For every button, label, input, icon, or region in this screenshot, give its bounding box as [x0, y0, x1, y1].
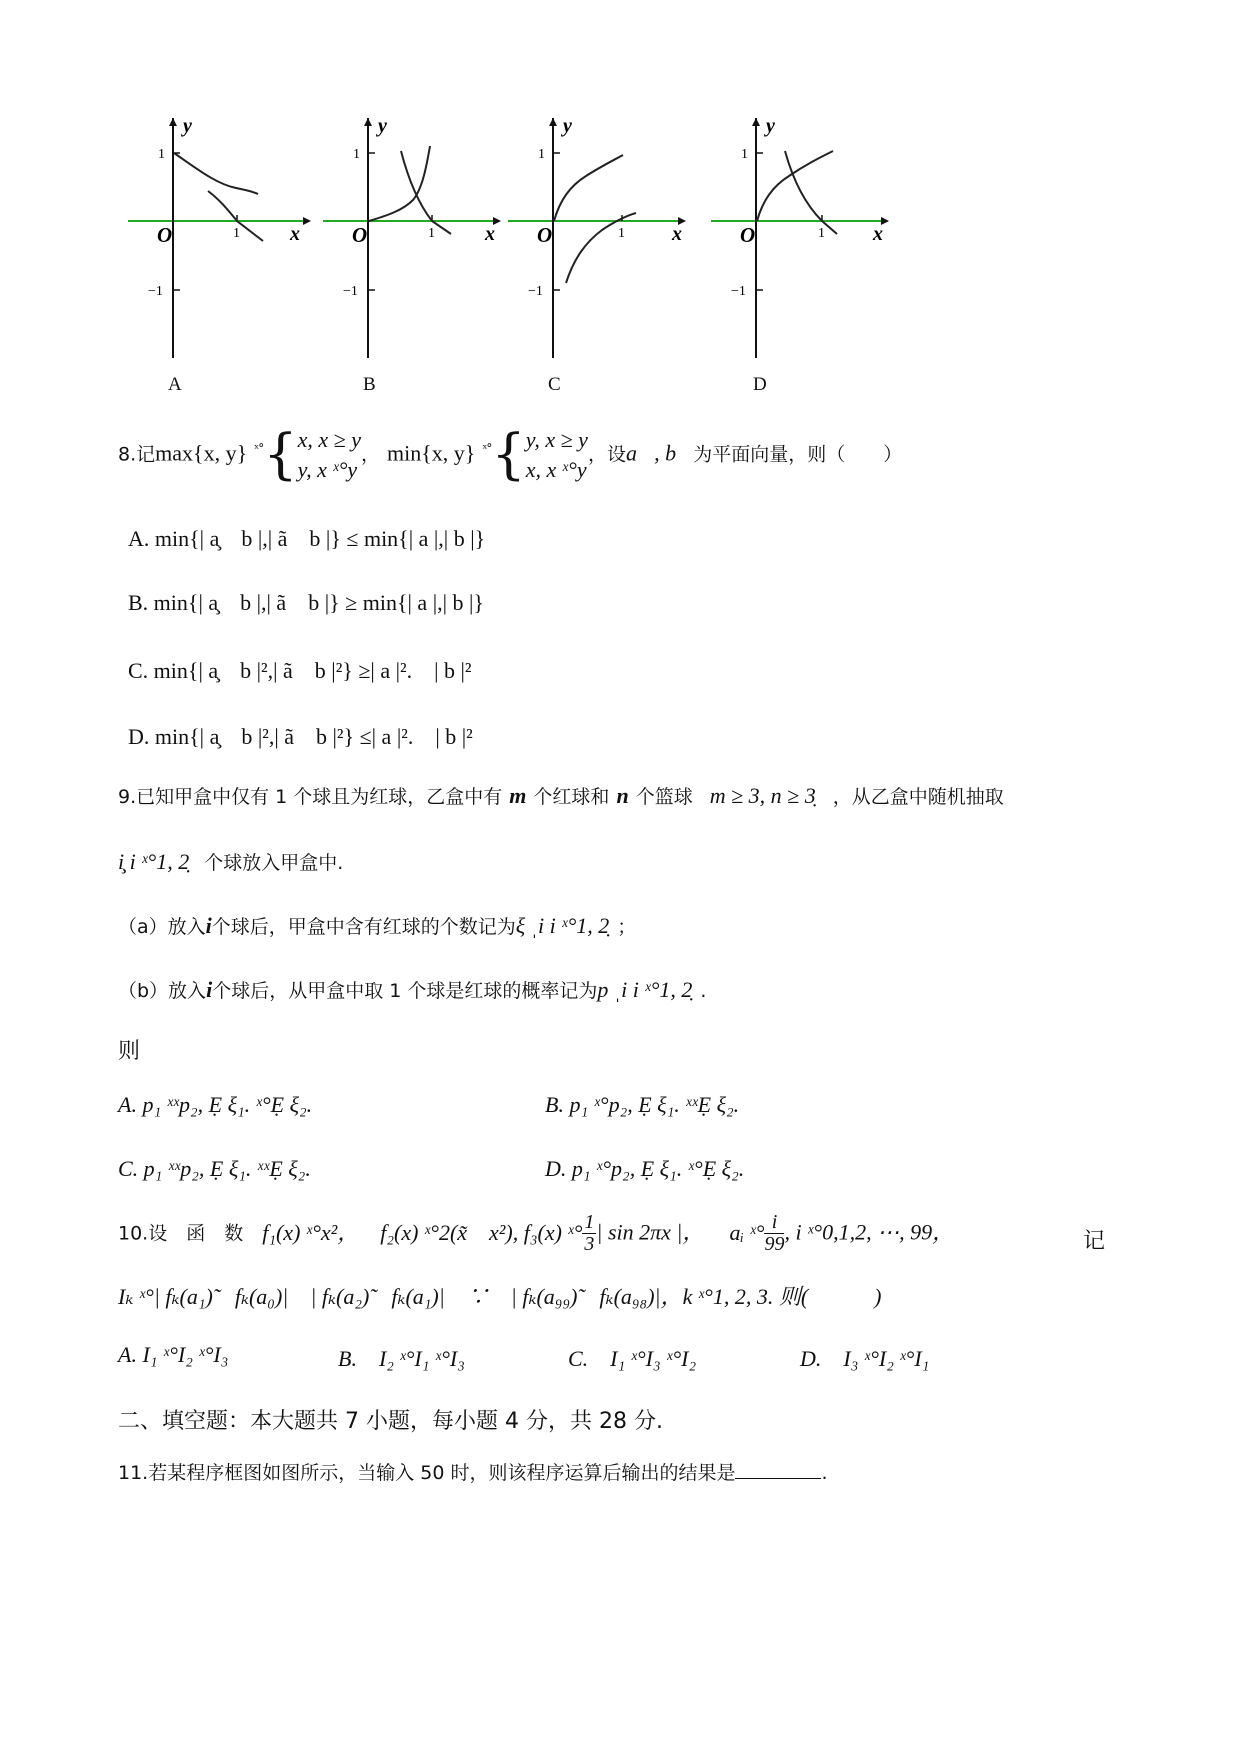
q9-line-2: [118, 848, 343, 875]
q10-frac2-num: i: [764, 1212, 784, 1234]
q10-frac-2: [764, 1212, 784, 1255]
q8-max-expr: max{x, y}: [155, 440, 248, 466]
q8-sym-2: ˣ°: [482, 441, 492, 456]
q11-text: 11.若某程序框图如图所示，当输入 50 时，则该程序运算后输出的结果是: [118, 1462, 736, 1484]
graph-c-origin: O: [537, 223, 553, 247]
q8-option-b[interactable]: B. min{| a̧ b |,| ã b |} ≥ min{| a |,| b |}: [128, 590, 484, 615]
graph-a-svg: [128, 115, 328, 368]
graph-d-one-y: 1: [741, 147, 748, 162]
graph-c-x-label: x: [672, 223, 682, 245]
q9-a-text-2: 个球后，甲盒中含有红球的个数记为: [211, 916, 516, 938]
graph-c-neg-one-y: −1: [528, 284, 543, 299]
graph-d-one-x: 1: [818, 226, 825, 241]
q8-brace-1: {: [263, 422, 298, 486]
q9-a-i: i: [205, 913, 212, 938]
q9-ze: 则: [118, 1039, 141, 1064]
q8-option-d[interactable]: D. min{| a̧ b |²,| ã b |²} ≤| a |². | b |²: [128, 724, 473, 749]
question-8-stem: [118, 422, 903, 486]
graph-d-x-label: x: [873, 223, 883, 245]
graph-b-x-label: x: [485, 223, 495, 245]
q11-answer-blank[interactable]: [735, 1460, 821, 1479]
graph-c-one-y: 1: [538, 147, 545, 162]
q9-n: n: [616, 783, 629, 808]
q9-a-text-1: （a）放入: [118, 916, 206, 938]
q10-ai: aᵢ ˣ°: [729, 1219, 765, 1245]
q8-min-expr: min{x, y}: [386, 440, 476, 466]
q8-min-cases: [526, 425, 588, 484]
graph-a-origin: O: [157, 223, 173, 247]
graph-c-y-label: y: [563, 115, 572, 137]
q9-option-d[interactable]: D. p₁ ˣ°p₂, Ẹ ξ₁. ˣ°Ẹ ξ₂.: [545, 1156, 745, 1181]
graph-d-y-label: y: [766, 115, 775, 137]
q9-b-end: .: [700, 980, 707, 1002]
graph-b-label: B: [363, 374, 376, 395]
q11-end: .: [821, 1462, 828, 1484]
graph-b-one-y: 1: [353, 147, 360, 162]
q8-sym-1: ˣ°: [254, 441, 264, 456]
graph-d: [711, 115, 911, 408]
q8-lead: 8.记: [118, 443, 156, 466]
q10-f2: f₂(x) ˣ°2(x̃ x²), f₃(x) ˣ°: [380, 1219, 583, 1245]
q8-brace-2: {: [491, 422, 526, 486]
q10-option-b[interactable]: B. I₂ ˣ°I₁ ˣ°I₃: [338, 1346, 465, 1371]
q9-option-a[interactable]: A. p₁ ˣˣp₂, Ẹ ξ₁. ˣ°Ẹ ξ₂.: [118, 1092, 313, 1117]
q8-option-a[interactable]: A. min{| a̧ b |,| ã b |} ≤ min{| a |,| b |}: [128, 526, 486, 551]
graph-c-label: C: [548, 374, 561, 395]
graph-a-neg-one-y: −1: [148, 284, 163, 299]
q9-line1-a: 9.已知甲盒中仅有 1 个球且为红球，乙盒中有: [118, 786, 503, 808]
q10-frac-1: [582, 1212, 596, 1255]
q10-ai-tail: , i ˣ°0,1,2, ⋯, 99，: [784, 1219, 955, 1245]
q10-option-c[interactable]: C. I₁ ˣ°I₃ ˣ°I₂: [568, 1346, 697, 1371]
q8-max-cases: [298, 425, 361, 484]
graph-c: [508, 115, 708, 408]
q8-max-case-1: x, x ≥ y: [297, 427, 361, 452]
q9-line1-b: 个红球和: [533, 786, 610, 808]
q8-min-case-2: x, x ˣ°y: [525, 456, 587, 482]
q9-part-a: [118, 912, 636, 939]
graph-a: [128, 115, 328, 408]
q10-ji: 记: [1083, 1229, 1106, 1254]
q9-line1-d: ，从乙盒中随机抽取: [832, 786, 1004, 808]
q10-frac1-num: 1: [584, 1211, 595, 1233]
q10-frac1-den: 3: [584, 1233, 595, 1255]
q9-b-i: i: [206, 977, 213, 1002]
q9-m: m: [509, 783, 527, 808]
q8-comma: ，: [360, 443, 380, 466]
graph-b-one-x: 1: [428, 226, 435, 241]
graph-a-y-label: y: [183, 115, 192, 137]
q10-line-2: Iₖ ˣ°| fₖ(a₁)̃ fₖ(a₀)| | fₖ(a₂)̃ fₖ(a₁)| ∵ | fₖ(a₉₉)̃ fₖ(a₉₈)|，k ˣ°1, 2, 3. 则( ): [118, 1284, 882, 1309]
q9-part-b: [118, 976, 706, 1003]
graph-b: [323, 115, 523, 408]
graph-a-one-x: 1: [233, 226, 240, 241]
q9-line2-math: i̧ i ˣ°1, 2̣: [118, 849, 190, 874]
q10-lead: 10.设 函 数: [118, 1222, 244, 1245]
q9-option-b[interactable]: B. p₁ ˣ°p₂, Ẹ ξ₁. ˣˣẸ ξ₂.: [545, 1092, 740, 1117]
q9-b-math: p ˌi i ˣ°1, 2̣: [597, 977, 693, 1002]
question-9-stem: [118, 782, 1004, 809]
q8-option-c[interactable]: C. min{| a̧ b |²,| ã b |²} ≥| a |². | b |²: [128, 658, 472, 683]
graph-c-svg: [508, 115, 708, 368]
q9-line1-c: 个篮球: [635, 786, 693, 808]
graph-a-x-label: x: [290, 223, 300, 245]
graph-c-one-x: 1: [618, 226, 625, 241]
q8-tail-1: ，设: [587, 443, 626, 466]
q10-option-a[interactable]: A. I₁ ˣ°I₂ ˣ°I₃: [118, 1342, 229, 1367]
q9-a-end: ；: [617, 916, 637, 938]
function-graphs: [128, 115, 1008, 408]
q8-min-case-1: y, x ≥ y: [525, 427, 588, 452]
graph-d-svg: [711, 115, 911, 368]
q10-f3-tail: | sin 2πx |，: [596, 1219, 705, 1245]
q9-b-text-1: （b）放入: [118, 980, 207, 1002]
q9-a-math: ξ ˌi i ˣ°1, 2̣: [515, 913, 610, 938]
graph-b-y-label: y: [378, 115, 387, 137]
graph-b-origin: O: [352, 223, 368, 247]
q9-option-c[interactable]: C. p₁ ˣˣp₂, Ẹ ξ₁. ˣˣẸ ξ₂.: [118, 1156, 311, 1181]
graph-b-neg-one-y: −1: [343, 284, 358, 299]
q9-condition: m ≥ 3, n ≥ 3̣: [709, 783, 816, 808]
q10-option-d[interactable]: D. I₃ ˣ°I₂ ˣ°I₁: [800, 1346, 930, 1371]
section-2-heading: 二、填空题：本大题共 7 小题，每小题 4 分，共 28 分.: [118, 1409, 663, 1434]
graph-d-origin: O: [740, 223, 756, 247]
q10-frac2-den: 99: [764, 1233, 785, 1255]
graph-b-svg: [323, 115, 523, 368]
question-11: [118, 1458, 828, 1485]
q8-vectors: a⃗, b⃗: [625, 440, 694, 466]
q8-max-case-2: y, x ˣ°y: [297, 456, 358, 482]
q9-line2-text: 个球放入甲盒中.: [204, 852, 344, 874]
graph-d-label: D: [753, 374, 767, 395]
q8-tail-2: 为平面向量，则（ ）: [693, 443, 903, 466]
graph-a-label: A: [168, 374, 182, 395]
graph-a-one-y: 1: [158, 147, 165, 162]
question-10-stem: [118, 1212, 954, 1255]
q9-b-text-2: 个球后，从甲盒中取 1 个球是红球的概率记为: [212, 980, 598, 1002]
q10-f1: f₁(x) ˣ°x²，: [262, 1219, 360, 1245]
graph-d-neg-one-y: −1: [731, 284, 746, 299]
